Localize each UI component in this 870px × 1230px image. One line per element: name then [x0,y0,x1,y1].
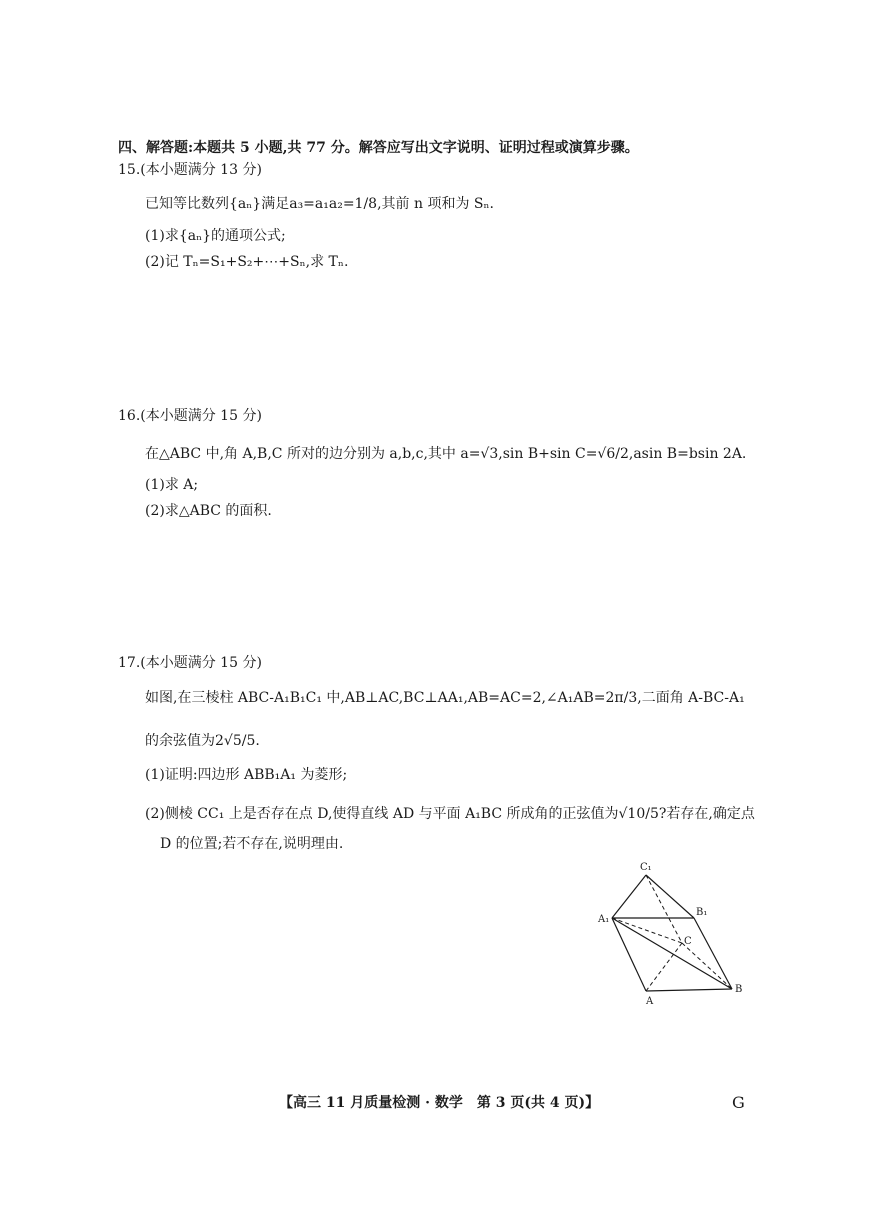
edge-a-c-hidden [646,943,682,991]
label-b1: B₁ [696,907,708,918]
paper-code: G [732,1093,745,1112]
problem-17-stem-line2: 的余弦值为2√5/5. [145,733,260,749]
problem-15-stem: 已知等比数列{aₙ}满足a₃=a₁a₂=1/8,其前 n 项和为 Sₙ. [145,196,495,212]
problem-17-part1: (1)证明:四边形 ABB₁A₁ 为菱形; [145,767,348,783]
edge-a1-a [612,918,646,991]
problem-15-part2: (2)记 Tₙ=S₁+S₂+⋯+Sₙ,求 Tₙ. [145,254,349,270]
label-b: B [735,984,743,995]
page-footer: 【高三 11 月质量检测 · 数学 第 3 页(共 4 页)】 [279,1095,600,1111]
problem-17-head: 17.(本小题满分 15 分) [118,655,262,671]
problem-16-stem: 在△ABC 中,角 A,B,C 所对的边分别为 a,b,c,其中 a=√3,sin B+sin C=√6/2,asin B=bsin 2A. [145,446,747,462]
problem-15-part1: (1)求{aₙ}的通项公式; [145,228,286,244]
edge-a1-b [612,918,732,989]
problem-16-part1: (1)求 A; [145,477,199,493]
label-a1: A₁ [598,914,610,925]
edge-c1-c-hidden [646,875,682,943]
label-c: C [684,936,692,947]
section-header: 四、解答题:本题共 5 小题,共 77 分。解答应写出文字说明、证明过程或演算步骤。 [118,140,639,156]
problem-17-part2-line2: D 的位置;若不存在,说明理由. [160,836,344,852]
edge-c1-a1 [612,875,646,918]
problem-16-head: 16.(本小题满分 15 分) [118,408,262,424]
label-c1: C₁ [640,862,652,873]
edge-c-b-hidden [682,943,732,989]
edge-c1-b1 [646,875,694,918]
problem-16-part2: (2)求△ABC 的面积. [145,503,272,519]
prism-figure [590,855,760,1010]
problem-15-head: 15.(本小题满分 13 分) [118,162,262,178]
problem-17-stem-line1: 如图,在三棱柱 ABC-A₁B₁C₁ 中,AB⊥AC,BC⊥AA₁,AB=AC=2,∠A₁AB=2π/3,二面角 A-BC-A₁ [145,690,745,706]
label-a: A [646,996,654,1007]
problem-17-part2-line1: (2)侧棱 CC₁ 上是否存在点 D,使得直线 AD 与平面 A₁BC 所成角的正弦值为√10/5?若存在,确定点 [145,806,755,822]
edge-a-b [646,989,732,991]
